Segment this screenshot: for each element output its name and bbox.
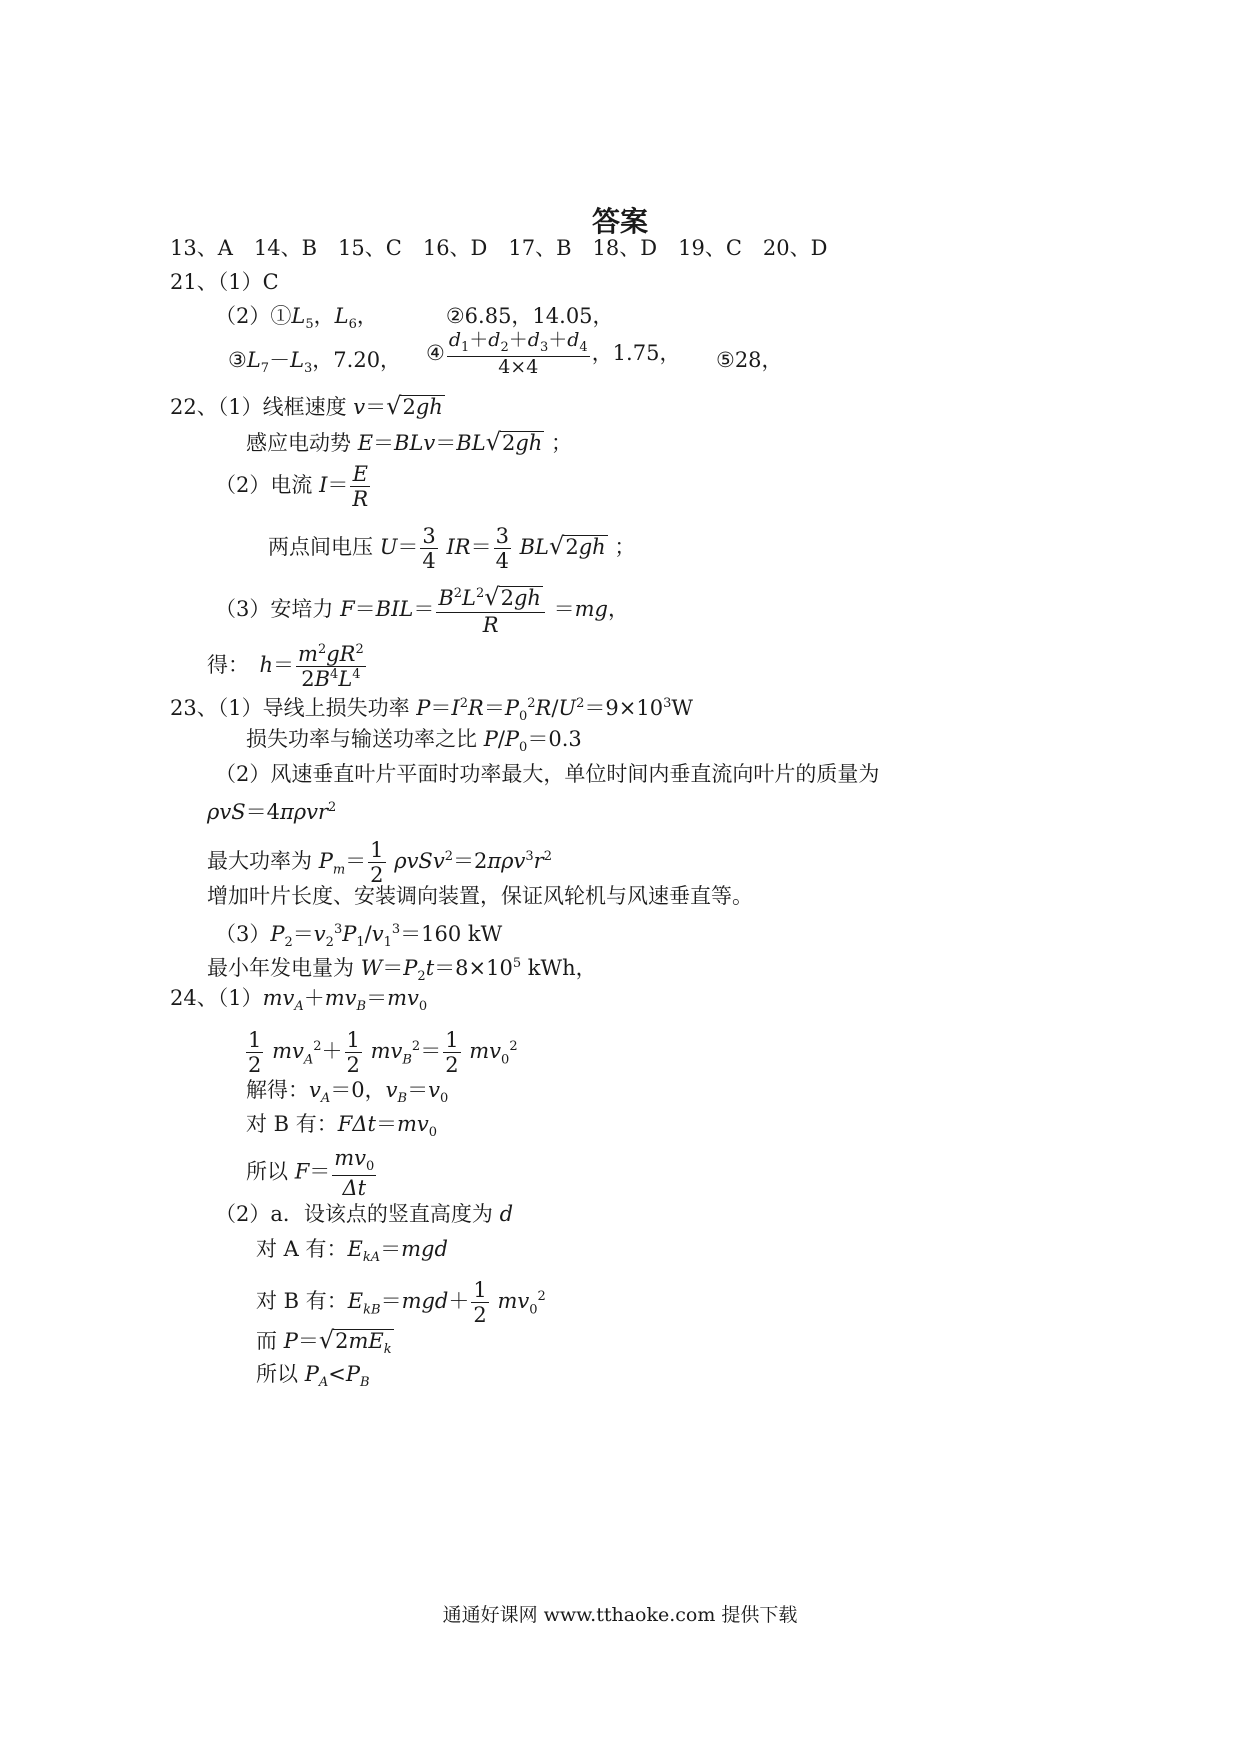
q21-part4: ④ $\frac{d_1+d_2+d_3+d_4}{4\times 4}$ ，1.75， (426, 329, 681, 378)
q24-force: 所以 F＝ $\frac{mv_0}{\Delta t}$ (246, 1146, 375, 1201)
q23-ratio: 损失功率与输送功率之比 $P/P_0=0.3$ (246, 727, 582, 756)
q21-part2: $(2)①L_5$，$L_6$， ②6.85，14.05， (215, 304, 614, 333)
page-title: 答案 (591, 205, 648, 238)
q24-head: 24、$(1)mv_A+mv_B=mv_0$ (170, 986, 428, 1015)
q24-forb2: 对 B 有：$E_{kB}=mgd+$ $\frac{1}{2}$ $mv_0^2$ (256, 1278, 546, 1328)
q24-energy: $\frac{1}{2}$ $mv_A^2+$ $\frac{1}{2}$ $mv_B^2=$ $\frac{1}{2}$ $mv_0^2$ (248, 1028, 518, 1078)
q22-result: 得： h＝ $\frac{m^2gR^2}{2B^4L^4}$ (207, 642, 364, 692)
q22-emf: 感应电动势 E＝BLv＝BL√2gh ； (246, 428, 572, 456)
q23-part2: （2）风速垂直叶片平面时功率最大，单位时间内垂直流向叶片的质量为 (215, 762, 880, 786)
q22-force: （3）安培力 F＝BIL＝ $\frac{B^2L^2√2gh}{R}$ ＝mg， (215, 583, 629, 637)
q23-min-energy: 最小年发电量为 $W=P_2t=8\times 10^5$ kWh， (207, 956, 597, 985)
q22-head: 22、（1）线框速度 v＝√2gh (170, 392, 443, 420)
q23-mass: ρvS＝4πρvr$^2$ (207, 800, 337, 824)
q24-solve: 解得：$v_A=0$，$v_B=v_0$ (246, 1078, 449, 1107)
q24-forb: 对 B 有：$F\Delta t=mv_0$ (246, 1112, 438, 1141)
mc-answers: 13、A 14、B 15、C 16、D 17、B 18、D 19、C 20、D (170, 236, 828, 260)
q23-pmax: 最大功率为 $P_m=$ $\frac{1}{2}$ $\rho vSv^2=2\pi\rho v^3r^2$ (207, 838, 552, 888)
q23-head: 23、（1）导线上损失功率 $P=I^2R=P_0^2R/U^2=9\times 10^3W$ (170, 696, 693, 725)
q21-part3: $③L_7-L_3$，7.20， (228, 348, 402, 377)
q24-conclusion: 所以 $P_A<P_B$ (256, 1362, 370, 1391)
q23-measures: 增加叶片长度、安装调向装置，保证风轮机与风速垂直等。 (207, 884, 753, 908)
q24-momentum: 而 $P=√2mE_k$ (256, 1326, 392, 1358)
q21-part5: ⑤28， (716, 348, 783, 372)
footer-credit: 通通好课网 www.tthaoke.com 提供下载 (442, 1604, 798, 1626)
q22-current: （2）电流 I＝ $\frac{E}{R}$ (215, 462, 369, 512)
q23-part3: $(3)P_2=v_2^3P_1/v_1^3=160$ kW (215, 922, 503, 951)
q24-part2a: （2）a．设该点的竖直高度为 d (215, 1202, 514, 1226)
q21-head: 21、（1）C (170, 270, 279, 294)
q24-fora: 对 A 有：$E_{kA}=mgd$ (256, 1237, 448, 1266)
q22-voltage: 两点间电压 U＝ $\frac{3}{4}$ IR＝ $\frac{3}{4}$ BL√2gh ； (268, 524, 636, 574)
